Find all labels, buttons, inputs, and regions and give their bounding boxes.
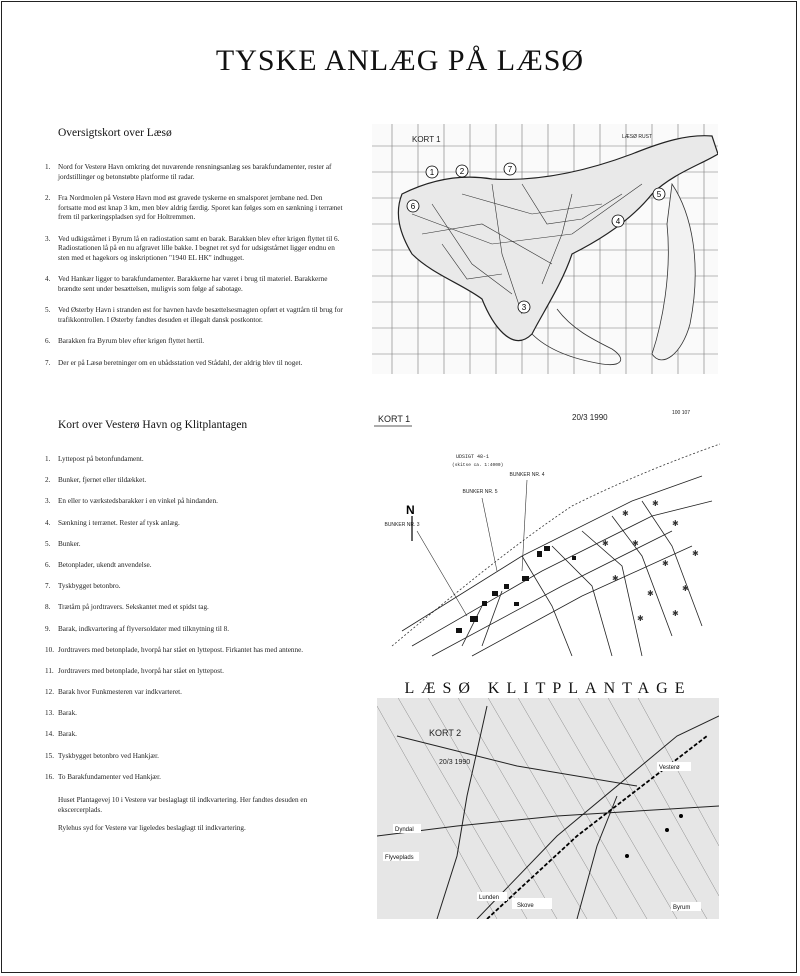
list-item-text: Tyskbygget betonbro ved Hankjær. [58,751,159,760]
list-item [45,275,343,294]
bunker-label-4: BUNKER NR. 4 [509,472,545,478]
list-item [45,730,343,740]
list-item-number: 3. [45,234,51,243]
list-item-number: 9. [45,624,51,633]
svg-text:✱: ✱ [632,539,639,548]
list-item [45,709,343,719]
section2-notes [58,796,343,843]
list-item [45,497,343,507]
marker-6-label: 6 [410,202,416,211]
list-item-number: 8. [45,603,51,612]
list-item-text: Barakken fra Byrum blev efter krigen flyttet hertil. [58,337,205,345]
list-item [45,519,343,529]
section1-heading: Oversigtskort over Læsø [58,127,172,139]
list-item-text: Ved Hankær ligger to barakfundamenter. Barakkerne har været i brug til materiel. Barakkerne brændte sent under besættelsen, muligvis som følge af sabotage. [58,275,328,293]
bunker-label-3: BUNKER NR. 3 [384,522,420,528]
list-item-text: Tyskbygget betonbro. [58,582,121,591]
marker-4-label: 4 [615,217,621,226]
map3-kort-label: KORT 2 [429,728,462,738]
svg-text:✱: ✱ [682,584,689,593]
list-item-text: Fra Nordmolen på Vesterø Havn mod øst gravede tyskerne en smalsporet jernbane ned. Den fortsatte mod øst knap 3 km, men blev aldrig færdig. Sporet kan følges som en sænkning i terrænet frem til parkeringspladsen syd for Holtremmen. [58,194,343,221]
list-item [45,163,343,182]
list-item-text: Bunker, fjernet eller tildækket. [58,476,147,485]
list-item-number: 7. [45,582,51,591]
list-item [45,561,343,571]
place-dyndal: Dyndal [395,827,414,833]
list-item-number: 10. [45,645,54,654]
list-item [45,455,343,465]
section1-list [45,163,343,380]
map2-label: KORT 1 [378,414,411,424]
map1-label: KORT 1 [412,135,441,144]
place-byrum: Byrum [673,905,691,911]
list-item [45,540,343,550]
list-item-text: Der er på Læsø beretninger om en ubådsstation ved Stådahl, der aldrig blev til noget. [58,358,303,367]
list-item-text: Jordtravers med betonplade, hvorpå har stået en lyttepost. [58,666,224,675]
map2-date: 20/3 1990 [572,413,608,422]
klitplantage-title: LÆSØ KLITPLANTAGE [404,680,692,697]
svg-text:✱: ✱ [612,574,619,583]
list-item-text: Ved Østerby Havn i stranden øst for havnen havde besættelsesmagten opført et vagttårn til brug for trafikkontrollen. I Østerby fandtes desuden et illegalt dansk postkontor. [58,306,343,324]
place-vesteroe: Vesterø [659,765,680,771]
svg-text:✱: ✱ [662,559,669,568]
list-item [45,194,343,223]
list-item-text: Barak, indkvartering af flyversoldater med tilknytning til 8. [58,624,230,633]
note-paragraph: Rylehus syd for Vesterø var ligeledes beslaglagt til indkvartering. [58,824,246,832]
svg-text:✱: ✱ [672,519,679,528]
list-item-text: Barak. [58,730,77,739]
map2-corner-text: 100 107 [672,410,691,416]
list-item-number: 13. [45,709,54,718]
list-item-number: 14. [45,730,54,739]
list-item-number: 11. [45,666,54,675]
list-item-number: 2. [45,476,51,485]
marker-3-label: 3 [521,303,527,312]
list-item-text: Ved udkigstårnet i Byrum lå en radiostation samt en barak. Barakken blev efter krigen flyttet til 6. Radiostationen lå på en nu afgravet lille bakke. I begnet ret syd for udsigtstårnet ligger endnu en sten med et hagekors og inskriptionen "1940 EL HK" indhugget. [58,234,340,262]
list-item [45,667,343,677]
list-item-number: 3. [45,497,51,506]
list-item [45,582,343,592]
map2-scale-sub: (skitse ca. 1:4000) [452,463,504,468]
list-item-number: 1. [45,163,51,171]
list-item [45,773,343,783]
list-item-text: Bunker. [58,539,81,548]
bunker-label-5: BUNKER NR. 5 [462,489,498,495]
list-item-text: Barak hvor Funkmesteren var indkvarteret. [58,688,182,697]
list-item [45,603,343,613]
list-item [45,337,343,347]
list-item-number: 5. [45,306,51,314]
list-item [45,688,343,698]
marker-5-label: 5 [656,190,662,199]
map3-date: 20/3 1990 [439,759,471,766]
list-item-number: 4. [45,275,51,283]
svg-text:✱: ✱ [692,549,699,558]
list-item-text: Jordtravers med betonplade, hvorpå har stået en lyttepost. Firkantet has med antenne. [58,645,304,654]
svg-text:✱: ✱ [602,539,609,548]
klitplantage-map [377,676,719,919]
marker-1-label: 1 [429,168,435,177]
svg-text:✱: ✱ [637,614,644,623]
north-label: N [406,503,415,517]
list-item [45,752,343,762]
list-item-number: 16. [45,772,54,781]
list-item-number: 1. [45,455,51,463]
map1-top-right-text: LÆSØ RUST [622,134,653,140]
marker-2-label: 2 [459,167,465,176]
list-item-text: To Barakfundamenter ved Hankjær. [58,772,161,781]
list-item-number: 7. [45,358,51,367]
list-item-text: Betonplader, ukendt anvendelse. [58,560,152,569]
list-item-text: Lyttepost på betonfundament. [58,455,144,463]
svg-text:✱: ✱ [672,609,679,618]
list-item-number: 6. [45,337,51,345]
list-item-text: En eller to værkstedsbarakker i en vinkel på hindanden. [58,497,218,506]
list-item [45,359,343,369]
note-paragraph: Huset Plantagevej 10 i Vesterø var beslaglagt til indkvartering. Her fandtes desuden en ekscercerplads. [58,796,308,814]
list-item-text: Nord for Vesterø Havn omkring det nuværende rensningsanlæg ses barakfundamenter, rester af jordstillinger og betonstøbte platforme til radar. [58,163,332,181]
list-item-number: 15. [45,751,54,760]
section2-list [45,455,343,794]
place-flyveplads: Flyveplads [385,855,414,861]
list-item [45,235,343,264]
marker-7-label: 7 [507,165,513,174]
svg-text:✱: ✱ [622,509,629,518]
list-item-text: Trætårn på jordtravers. Sekskantet med et spidst tag. [58,603,209,612]
list-item-number: 12. [45,688,54,697]
list-item-number: 5. [45,539,51,548]
list-item-number: 4. [45,518,51,527]
svg-text:✱: ✱ [647,589,654,598]
list-item [45,306,343,325]
list-item-number: 2. [45,194,51,202]
list-item [45,646,343,656]
map2-scale-text: UDSIGT 48-1 [456,454,490,460]
place-lunden: Lunden [479,895,500,901]
section2-heading: Kort over Vesterø Havn og Klitplantagen [58,419,248,431]
list-item-text: Sænkning i terrænet. Rester af tysk anlæg. [58,518,180,527]
place-skove: Skove [517,903,534,909]
list-item-number: 6. [45,560,51,569]
vesteroe-havn-map [372,406,720,660]
page-title: TYSKE ANLÆG PÅ LÆSØ [215,44,585,77]
list-item [45,476,343,486]
list-item [45,625,343,635]
list-item-text: Barak. [58,709,77,718]
svg-text:✱: ✱ [652,499,659,508]
overview-map [372,124,718,374]
